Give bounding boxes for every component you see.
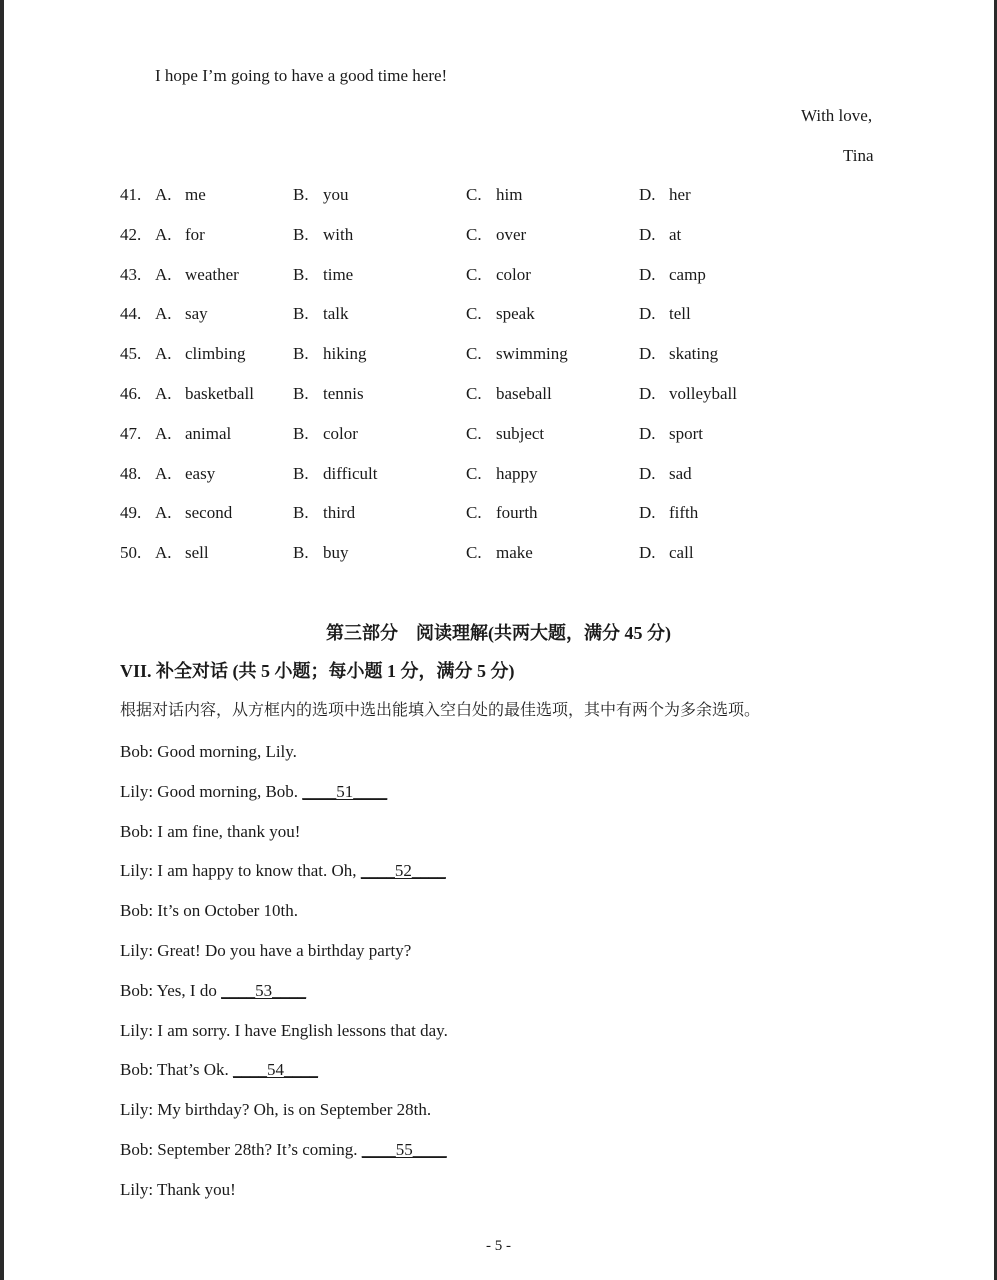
option-text: color [323,424,358,443]
option-a [155,503,232,523]
option-text: camp [669,265,706,284]
option-letter: C. [466,185,482,204]
option-text: baseball [496,384,552,403]
option-text: climbing [185,344,246,363]
option-text: second [185,503,233,522]
option-letter: B. [293,265,309,284]
option-letter: A. [155,265,172,284]
option-text: skating [669,344,719,363]
option-text: time [323,265,354,284]
option-letter: A. [155,464,172,483]
dialogue-line [120,822,300,842]
option-text: swimming [496,344,568,363]
option-text: over [496,225,527,244]
answer-blank: ____52____ [360,861,446,880]
option-letter: C. [466,424,482,443]
option-letter: B. [293,384,309,403]
dialogue-text: Lily: Thank you! [120,1180,236,1199]
option-b [293,185,349,205]
option-letter: A. [155,424,172,443]
part-title: 第三部分 阅读理解(共两大题，满分 45 分) [326,623,671,643]
option-c [466,543,533,563]
option-text: animal [185,424,232,443]
option-letter: A. [155,344,172,363]
dialogue-text: Bob: Good morning, Lily. [120,742,297,761]
option-text: subject [496,424,545,443]
dialogue-text: Bob: Yes, I do [120,981,222,1000]
section-instructions: 根据对话内容，从方框内的选项中选出能填入空白处的最佳选项，其中有两个为多余选项。 [120,702,761,719]
option-letter: D. [639,464,656,483]
option-a [155,424,231,444]
option-c [466,384,552,404]
dialogue-line [120,1180,236,1200]
option-text: me [185,185,206,204]
option-b [293,225,353,245]
option-d [639,265,706,285]
option-d [639,185,691,205]
dialogue-text: Lily: I am sorry. I have English lessons that day. [120,1021,448,1040]
option-letter: C. [466,384,482,403]
option-a [155,185,206,205]
option-d [639,344,718,364]
option-letter: D. [639,503,656,522]
option-text: tell [669,304,691,323]
question-number: 50. [120,543,142,562]
option-b [293,384,364,404]
option-letter: B. [293,543,309,562]
option-a [155,225,205,245]
option-text: buy [323,543,349,562]
dialogue-line [120,782,387,802]
dialogue-line [120,861,446,881]
option-b [293,464,377,484]
option-letter: C. [466,344,482,363]
option-text: sad [669,464,692,483]
option-text: sell [185,543,209,562]
option-text: third [323,503,356,522]
option-letter: C. [466,225,482,244]
option-letter: A. [155,185,172,204]
option-text: sport [669,424,703,443]
question-number: 46. [120,384,142,403]
option-c [466,185,522,205]
option-a [155,384,254,404]
dialogue-text: Bob: It’s on October 10th. [120,901,299,920]
dialogue-line [120,1021,448,1041]
option-d [639,424,703,444]
option-letter: D. [639,304,656,323]
option-a [155,304,208,324]
dialogue-text: Lily: My birthday? Oh, is on September 28th. [120,1100,432,1119]
page-number: - 5 - [486,1238,511,1254]
option-text: her [669,185,691,204]
option-letter: D. [639,384,656,403]
option-letter: B. [293,225,309,244]
dialogue-line [120,1140,447,1160]
question-number: 43. [120,265,142,284]
option-d [639,464,692,484]
option-letter: B. [293,185,309,204]
option-letter: D. [639,265,656,284]
option-text: basketball [185,384,254,403]
option-text: color [496,265,531,284]
option-d [639,503,698,523]
letter-signature: Tina [843,146,874,165]
option-a [155,265,239,285]
option-letter: A. [155,503,172,522]
option-text: with [323,225,354,244]
question-number: 47. [120,424,142,443]
option-letter: C. [466,464,482,483]
dialogue-text: Lily: Great! Do you have a birthday party? [120,941,412,960]
question-number: 42. [120,225,142,244]
dialogue-line [120,981,306,1001]
option-letter: B. [293,344,309,363]
letter-closing-line: I hope I’m going to have a good time here! [155,66,448,85]
option-d [639,384,737,404]
option-c [466,503,538,523]
answer-blank: ____51____ [302,782,388,801]
dialogue-text: Lily: I am happy to know that. Oh, [120,861,361,880]
option-letter: D. [639,225,656,244]
option-letter: B. [293,304,309,323]
question-number: 41. [120,185,142,204]
option-c [466,304,535,324]
option-letter: B. [293,424,309,443]
option-text: weather [185,265,239,284]
option-text: happy [496,464,538,483]
dialogue-line [120,1100,431,1120]
letter-sign-off: With love, [801,106,873,125]
option-letter: C. [466,503,482,522]
question-number: 48. [120,464,142,483]
option-c [466,225,526,245]
option-text: fifth [669,503,699,522]
option-letter: C. [466,304,482,323]
option-letter: D. [639,424,656,443]
option-text: volleyball [669,384,737,403]
option-letter: A. [155,384,172,403]
option-b [293,503,355,523]
option-c [466,265,531,285]
option-c [466,464,538,484]
answer-blank: ____53____ [221,981,307,1000]
option-letter: A. [155,225,172,244]
option-letter: B. [293,503,309,522]
option-text: talk [323,304,349,323]
option-letter: D. [639,543,656,562]
option-text: you [323,185,349,204]
question-number: 44. [120,304,142,323]
option-text: fourth [496,503,538,522]
question-number: 45. [120,344,142,363]
option-letter: D. [639,344,656,363]
dialogue-text: Bob: I am fine, thank you! [120,822,301,841]
question-number: 49. [120,503,142,522]
option-a [155,464,215,484]
answer-blank: ____55____ [361,1140,447,1159]
option-text: tennis [323,384,364,403]
option-b [293,304,349,324]
option-letter: D. [639,185,656,204]
dialogue-line [120,901,298,921]
dialogue-text: Bob: That’s Ok. [120,1060,234,1079]
dialogue-text: Bob: September 28th? It’s coming. [120,1140,362,1159]
option-letter: C. [466,265,482,284]
option-b [293,424,358,444]
dialogue-line [120,1060,318,1080]
option-b [293,344,366,364]
answer-blank: ____54____ [233,1060,319,1079]
option-d [639,543,694,563]
option-letter: C. [466,543,482,562]
option-letter: A. [155,543,172,562]
option-letter: A. [155,304,172,323]
option-text: speak [496,304,535,323]
option-text: say [185,304,208,323]
option-c [466,424,544,444]
option-a [155,543,209,563]
option-text: make [496,543,533,562]
option-b [293,543,349,563]
option-d [639,225,681,245]
option-text: difficult [323,464,378,483]
dialogue-text: Lily: Good morning, Bob. [120,782,303,801]
option-text: easy [185,464,216,483]
dialogue-line [120,941,411,961]
option-text: for [185,225,205,244]
option-d [639,304,691,324]
option-text: hiking [323,344,367,363]
option-letter: B. [293,464,309,483]
option-text: him [496,185,523,204]
dialogue-line [120,742,297,762]
option-text: call [669,543,694,562]
option-b [293,265,353,285]
option-c [466,344,568,364]
option-text: at [669,225,682,244]
option-a [155,344,245,364]
section-title: VII. 补全对话 (共 5 小题；每小题 1 分，满分 5 分) [120,661,515,681]
